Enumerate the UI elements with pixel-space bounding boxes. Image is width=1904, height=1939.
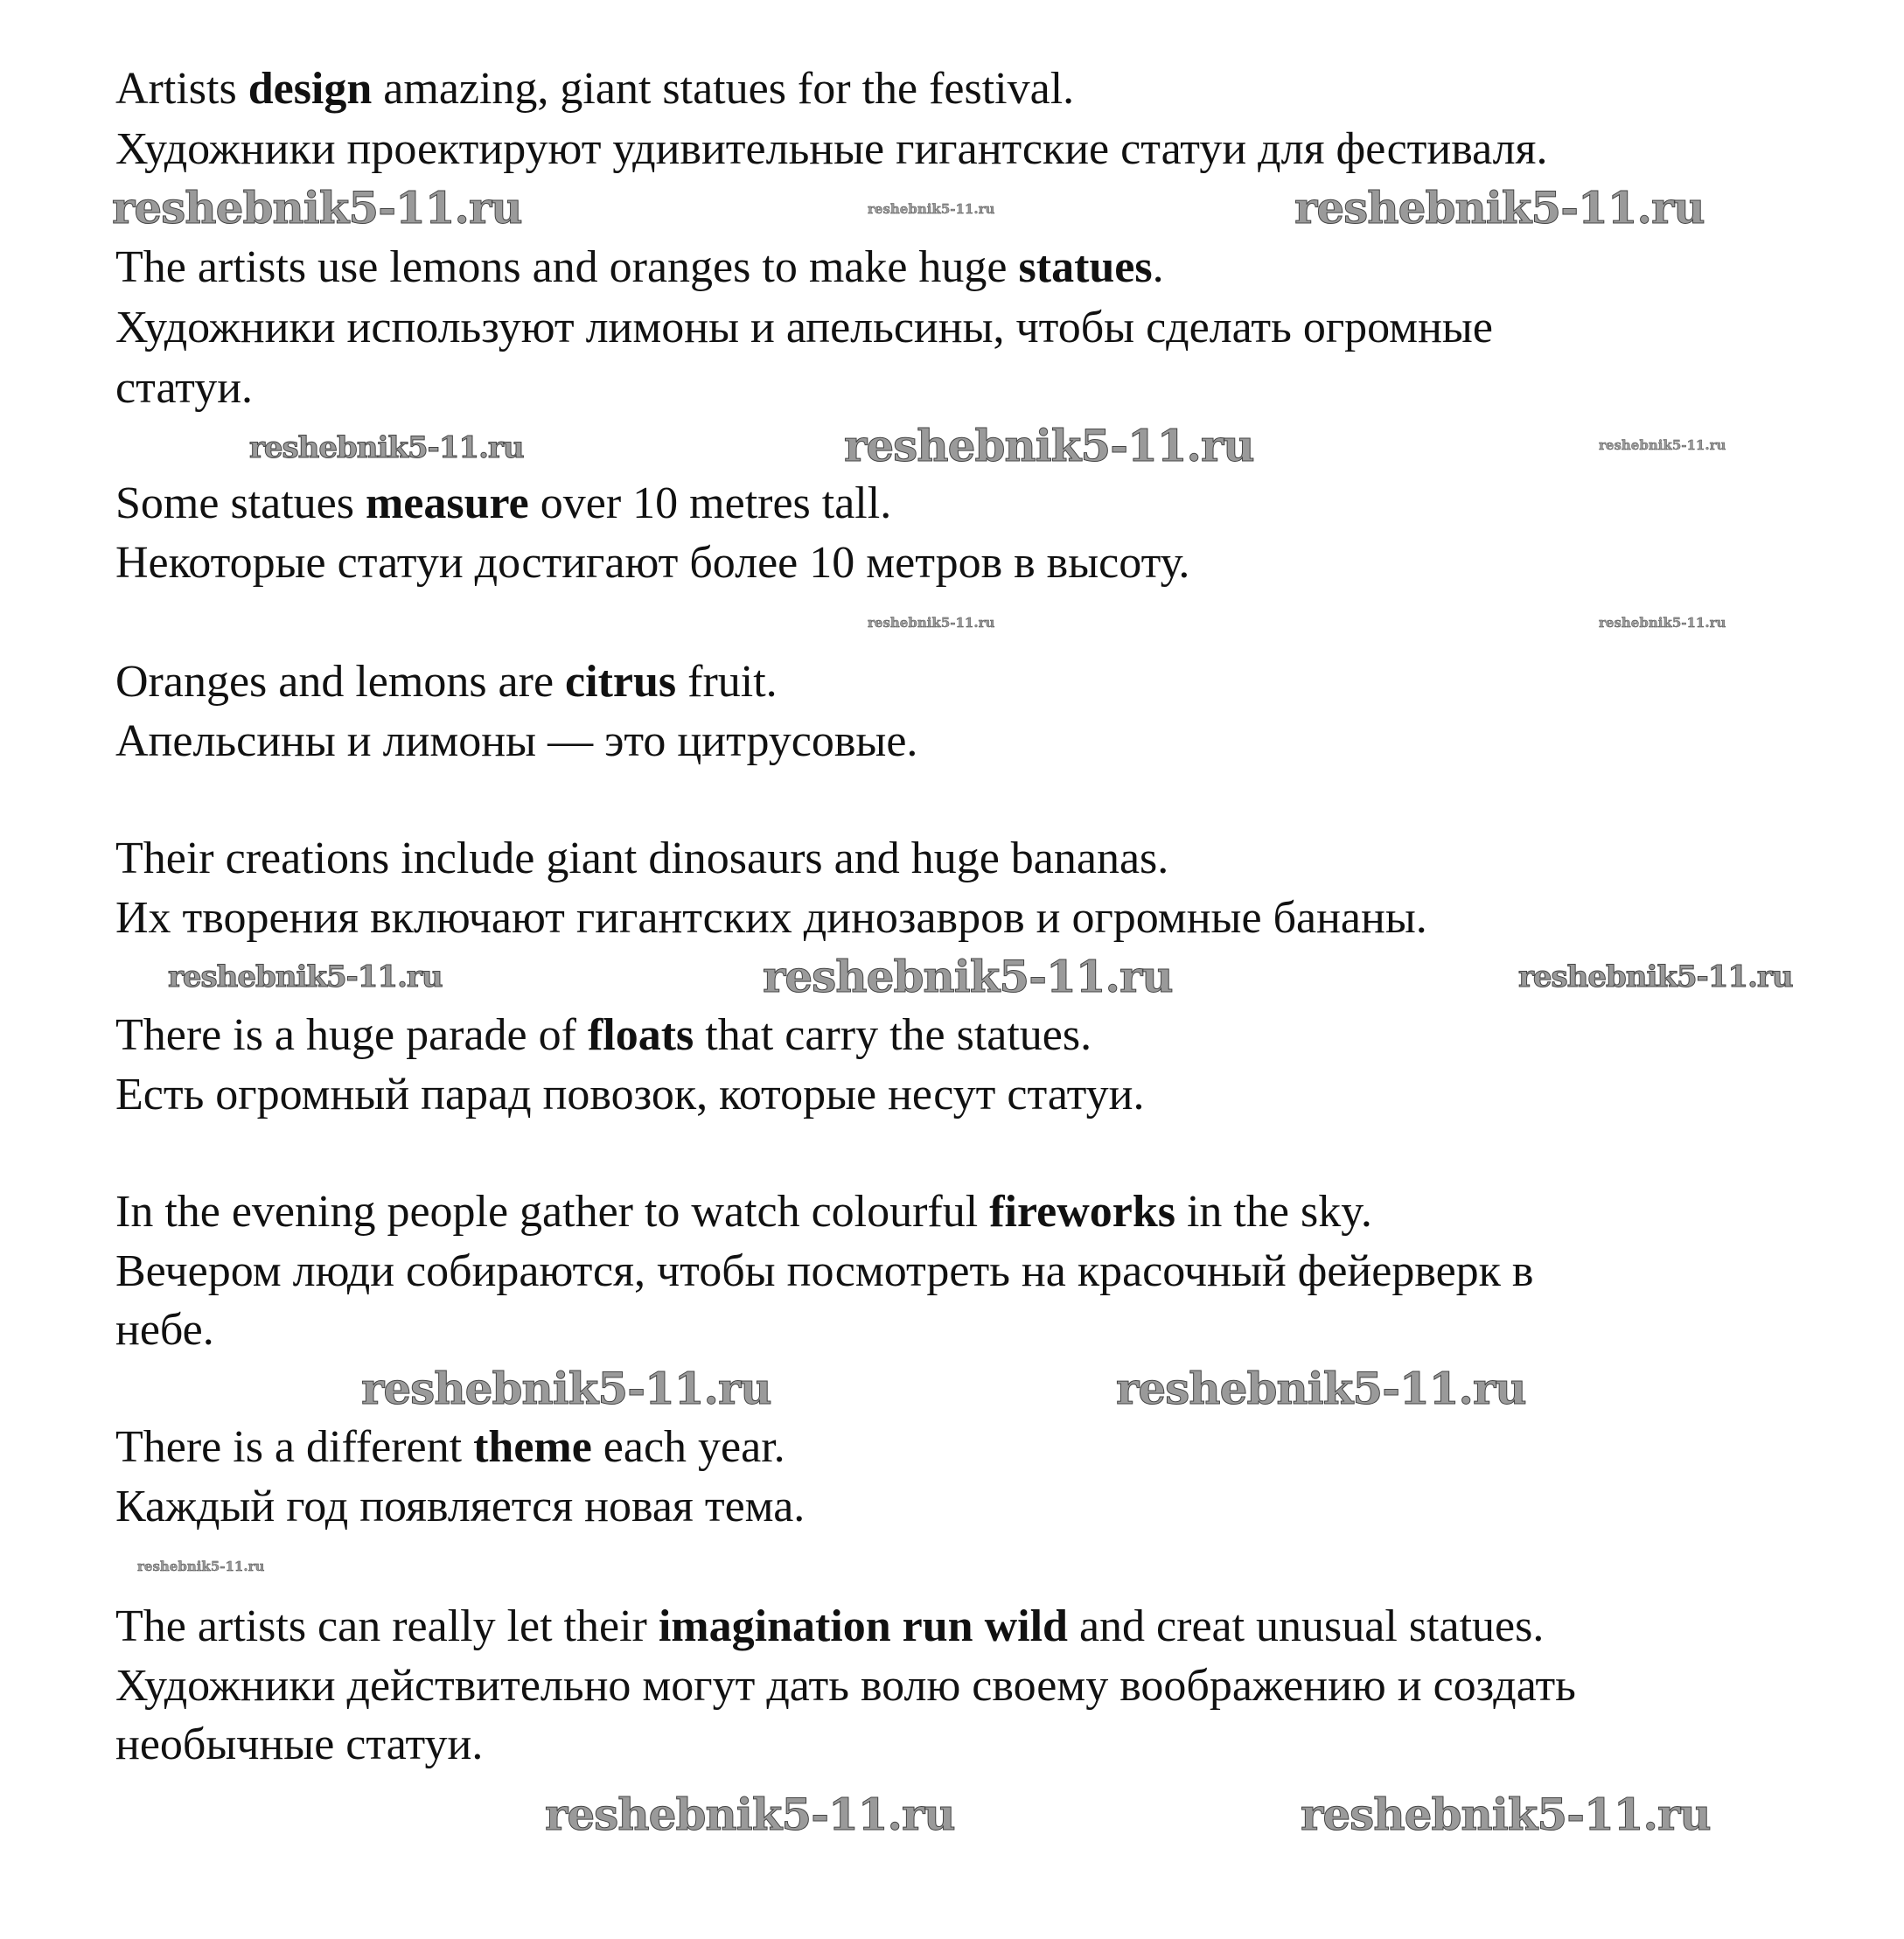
text-line — [115, 1419, 785, 1475]
text-line — [115, 476, 891, 532]
text-line — [115, 360, 253, 416]
watermark: reshebnik5-11.ru — [112, 182, 522, 234]
watermark: reshebnik5-11.ru — [1294, 182, 1705, 234]
bold-keyword: measure — [365, 478, 529, 528]
text-segment: Художники действительно могут дать волю своему воображению и создать — [115, 1661, 1576, 1711]
text-line — [115, 61, 1074, 117]
text-segment: Художники используют лимоны и апельсины, чтобы сделать огромные — [115, 303, 1493, 352]
watermark: reshebnik5-11.ru — [1518, 959, 1793, 994]
watermark: reshebnik5-11.ru — [763, 951, 1173, 1002]
text-line — [115, 654, 778, 710]
watermark: reshebnik5-11.ru — [844, 420, 1254, 471]
text-segment: Есть огромный парад повозок, которые несут статуи. — [115, 1070, 1145, 1119]
text-line — [115, 1067, 1144, 1123]
text-line — [115, 535, 1189, 591]
bold-keyword: imagination run wild — [658, 1601, 1068, 1651]
text-segment: Их творения включают гигантских динозавров и огромные бананы. — [115, 893, 1427, 943]
text-line — [115, 890, 1427, 946]
text-line — [115, 1184, 1372, 1240]
text-segment: Artists — [115, 64, 248, 114]
text-line — [115, 240, 1164, 296]
text-segment: The artists can really let their — [115, 1601, 659, 1651]
text-segment: Некоторые статуи достигают более 10 метров в высоту. — [115, 538, 1190, 588]
bold-keyword: design — [248, 64, 373, 114]
text-segment: amazing, giant statues for the festival. — [372, 64, 1075, 114]
text-segment: . — [1152, 242, 1164, 292]
text-line — [115, 831, 1168, 887]
text-segment: The artists use lemons and oranges to make huge — [115, 242, 1019, 292]
text-line — [115, 1717, 483, 1773]
watermark: reshebnik5-11.ru — [545, 1789, 955, 1840]
text-segment: Their creations include giant dinosaurs and huge bananas. — [115, 833, 1169, 883]
text-segment: that carry the statues. — [694, 1010, 1092, 1060]
text-segment: Каждый год появляется новая тема. — [115, 1482, 806, 1531]
text-line — [115, 1599, 1544, 1655]
text-segment: There is a huge parade of — [115, 1010, 588, 1060]
watermark: reshebnik5-11.ru — [1116, 1363, 1526, 1414]
text-line — [115, 1302, 214, 1358]
text-segment: необычные статуи. — [115, 1719, 484, 1769]
text-segment: небе. — [115, 1305, 214, 1355]
watermark: reshebnik5-11.ru — [1599, 615, 1726, 631]
text-segment: Художники проектируют удивительные гигантские статуи для фестиваля. — [115, 124, 1548, 174]
text-segment: There is a different — [115, 1422, 474, 1472]
text-segment: fruit. — [676, 657, 778, 707]
watermark: reshebnik5-11.ru — [1301, 1789, 1711, 1840]
watermark: reshebnik5-11.ru — [868, 201, 995, 217]
text-segment: статуи. — [115, 363, 254, 413]
text-line — [115, 1479, 805, 1535]
text-segment: Some statues — [115, 478, 366, 528]
bold-keyword: fireworks — [989, 1187, 1175, 1237]
watermark: reshebnik5-11.ru — [1599, 437, 1726, 453]
watermark: reshebnik5-11.ru — [868, 615, 995, 631]
watermark: reshebnik5-11.ru — [249, 430, 524, 465]
bold-keyword: theme — [473, 1422, 592, 1472]
watermark: reshebnik5-11.ru — [361, 1363, 771, 1414]
text-segment: Oranges and lemons are — [115, 657, 566, 707]
text-segment: each year. — [591, 1422, 785, 1472]
text-segment: In the evening people gather to watch colourful — [115, 1187, 990, 1237]
bold-keyword: statues — [1018, 242, 1153, 292]
watermark: reshebnik5-11.ru — [168, 959, 443, 994]
text-line — [115, 1008, 1091, 1064]
text-line — [115, 1658, 1576, 1714]
text-segment: Апельсины и лимоны — это цитрусовые. — [115, 716, 918, 766]
watermark: reshebnik5-11.ru — [137, 1559, 265, 1574]
bold-keyword: floats — [587, 1010, 694, 1060]
text-segment: in the sky. — [1175, 1187, 1372, 1237]
text-segment: over 10 metres tall. — [528, 478, 892, 528]
text-line — [115, 122, 1547, 178]
text-line — [115, 1244, 1533, 1300]
text-segment: and creat unusual statues. — [1067, 1601, 1545, 1651]
text-line — [115, 300, 1493, 356]
text-line — [115, 714, 917, 770]
bold-keyword: citrus — [565, 657, 677, 707]
text-segment: Вечером люди собираются, чтобы посмотреть на красочный фейерверк в — [115, 1246, 1534, 1296]
